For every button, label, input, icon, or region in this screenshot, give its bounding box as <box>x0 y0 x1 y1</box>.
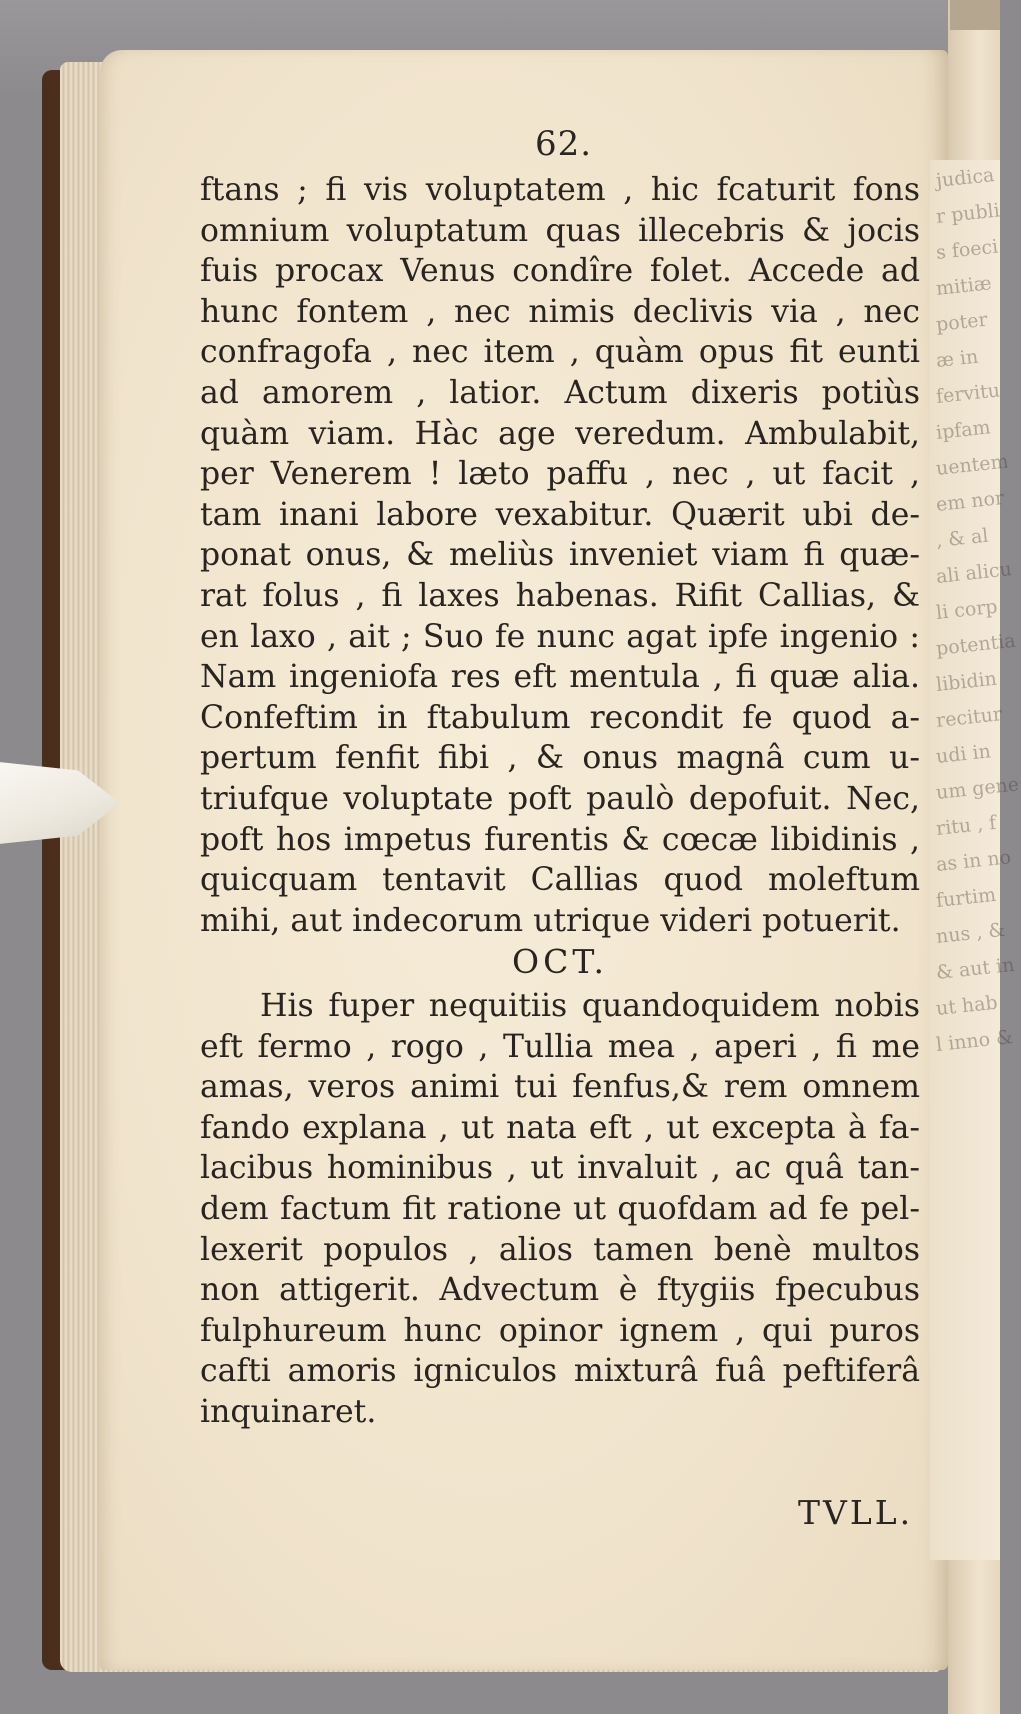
text-line: fando explana , ut nata eft , ut excepta à fa- <box>200 1109 920 1146</box>
bleed-fragment: nus , & <box>935 918 1007 948</box>
text-line: quàm viam. Hàc age veredum. Ambulabit, <box>200 415 920 452</box>
bleed-fragment: mitiæ <box>935 272 993 300</box>
bleed-fragment: uentem <box>935 450 1010 480</box>
bleed-fragment: as in no <box>935 846 1013 876</box>
bleed-fragment: & aut in <box>935 953 1016 984</box>
bleed-fragment: s foeci <box>935 235 1000 264</box>
text-line: en laxo , ait ; Suo fe nunc agat ipfe ingenio : <box>200 618 920 655</box>
text-line: eft fermo , rogo , Tullia mea , aperi , fi me <box>200 1028 920 1065</box>
text-line: fuis procax Venus condîre folet. Accede ad <box>200 253 920 290</box>
text-line: mihi, aut indecorum utrique videri potuerit. <box>200 902 901 939</box>
text-line: cafti amoris igniculos mixturâ fuâ peftiferâ <box>200 1353 920 1390</box>
text-line: confragofa , nec item , quàm opus fit eunti <box>200 334 920 371</box>
bleed-fragment: judica <box>935 163 996 192</box>
text-line: non attigerit. Advectum è ftygiis fpecubus <box>200 1272 920 1309</box>
text-line: Nam ingeniofa res eft mentula , fi quæ alia. <box>200 659 920 696</box>
bleed-fragment: ipfam <box>935 416 992 444</box>
text-line: triufque voluptate poft paulò depofuit. Nec, <box>200 780 920 817</box>
text-line: tam inani labore vexabitur. Quærit ubi de- <box>200 496 920 533</box>
text-line: fulphureum hunc opinor ignem , qui puros <box>200 1312 920 1349</box>
paragraph-1 <box>200 170 920 941</box>
bleed-fragment: , & al <box>935 524 990 552</box>
bleed-fragment: em nor <box>935 486 1005 516</box>
facing-page-bleed <box>930 160 1021 1560</box>
text-line: omnium voluptatum quas illecebris & jocis <box>200 212 920 249</box>
text-line: rat folus , fi laxes habenas. Rifit Callias, & <box>200 577 920 614</box>
text-line: ponat onus, & meliùs inveniet viam fi quæ- <box>200 537 920 574</box>
catchword: TVLL. <box>798 1493 914 1532</box>
text-line: lexerit populos , alios tamen benè multos <box>200 1231 920 1268</box>
text-line: hunc fontem , nec nimis declivis via , nec <box>200 293 920 330</box>
text-line: per Venerem ! læto paffu , nec , ut facit , <box>200 456 920 493</box>
text-line: Confeftim in ftabulum recondit fe quod a- <box>200 699 920 736</box>
bleed-fragment: potentia <box>935 629 1017 660</box>
bleed-fragment: udi in <box>935 740 992 768</box>
bleed-fragment: r publi <box>935 199 1001 228</box>
bleed-fragment: poter <box>935 308 989 336</box>
bleed-fragment: ritu , f <box>935 811 998 840</box>
text-line: inquinaret. <box>200 1393 377 1430</box>
page-number: 62. <box>535 124 593 164</box>
text-line: pertum fenfit fibi , & onus magnâ cum u- <box>200 740 920 777</box>
facing-cover <box>950 0 1000 30</box>
bleed-fragment: fervitu <box>935 379 1002 408</box>
bleed-fragment: um gene <box>935 773 1021 804</box>
text-line: quicquam tentavit Callias quod moleftum <box>200 862 920 899</box>
text-line: ad amorem , latior. Actum dixeris potiùs <box>200 374 920 411</box>
bleed-fragment: recitur <box>935 703 1003 732</box>
bleed-fragment: li corp <box>935 595 999 624</box>
bleed-fragment: ali alicu <box>935 558 1013 588</box>
text-line: lacibus hominibus , ut invaluit , ac quâ tan- <box>200 1150 920 1187</box>
bleed-fragment: libidin <box>935 667 998 696</box>
bleed-fragment: l inno & <box>935 1026 1014 1056</box>
text-line: His fuper nequitiis quandoquidem nobis <box>260 988 920 1024</box>
text-line: ftans ; fi vis voluptatem , hic fcaturit fons <box>200 172 920 208</box>
bleed-fragment: furtim <box>935 883 998 912</box>
section-heading: OCT. <box>512 942 608 981</box>
text-line: amas, veros animi tui fenfus,& rem omnem <box>200 1069 920 1106</box>
paragraph-2 <box>200 986 920 1433</box>
text-line: dem factum fit ratione ut quofdam ad fe pel- <box>200 1190 920 1227</box>
bleed-fragment: ut hab <box>935 991 999 1020</box>
bleed-fragment: æ in <box>935 345 980 372</box>
text-line: poft hos impetus furentis & cœcæ libidinis , <box>200 821 920 858</box>
